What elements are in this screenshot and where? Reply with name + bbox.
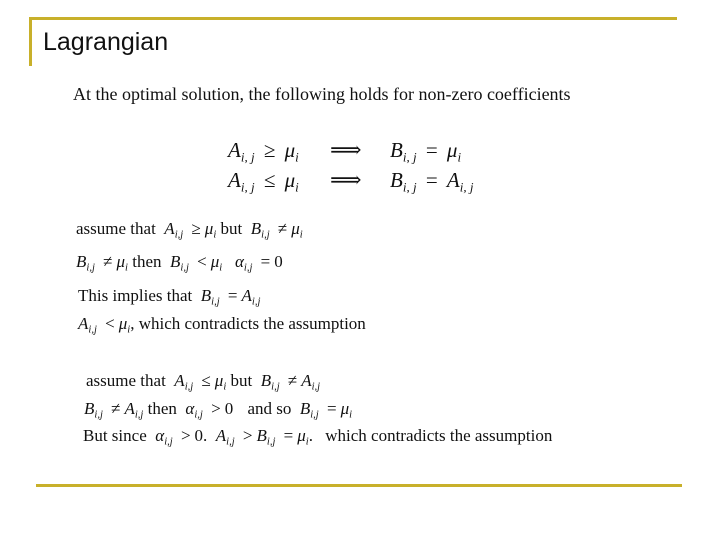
condition-result-1: $B_{i, j} = \mu_i$ <box>390 138 462 165</box>
implies-arrow-2: ⟹ <box>330 167 362 192</box>
slide-title: Lagrangian <box>43 28 169 56</box>
case1-then-line: $B_{i,j} \ne \mu_i$ then $B_{i,j} < \mu_i$ $\alpha_{i,j} = 0$ <box>76 252 283 274</box>
case2-since-line: But since $\alpha_{i,j} > 0$. $A_{i,j} > B_{i,j} = \mu_i$. which contradicts the assumption <box>83 426 553 448</box>
case1-assume-line: assume that $A_{i,j} \ge \mu_i$ but $B_{i,j} \ne \mu_i$ <box>76 219 303 241</box>
frame-accent-top <box>29 17 677 20</box>
intro-text: At the optimal solution, the following holds for non-zero coefficients <box>73 84 571 104</box>
frame-accent-bottom <box>36 484 682 487</box>
case1-contradiction-line: $A_{i,j} < \mu_i$, which contradicts the assumption <box>78 314 366 336</box>
implies-arrow-1: ⟹ <box>330 137 362 162</box>
case1-implies-line: This implies that $B_{i,j} = A_{i,j}$ <box>78 286 261 308</box>
condition-row-2: $A_{i, j} \le \mu_i$ <box>228 168 299 195</box>
case2-assume-line: assume that $A_{i,j} \le \mu_i$ but $B_{i,j} \ne A_{i,j}$ <box>86 371 321 393</box>
condition-row-1: $A_{i, j} \ge \mu_i$ <box>228 138 299 165</box>
condition-result-2: $B_{i, j} = A_{i, j}$ <box>390 168 474 195</box>
case2-then-line: $B_{i,j} \ne A_{i,j}$ then $\alpha_{i,j} > 0$ and so $B_{i,j} = \mu_i$ <box>84 399 353 421</box>
frame-accent-left <box>29 17 32 66</box>
